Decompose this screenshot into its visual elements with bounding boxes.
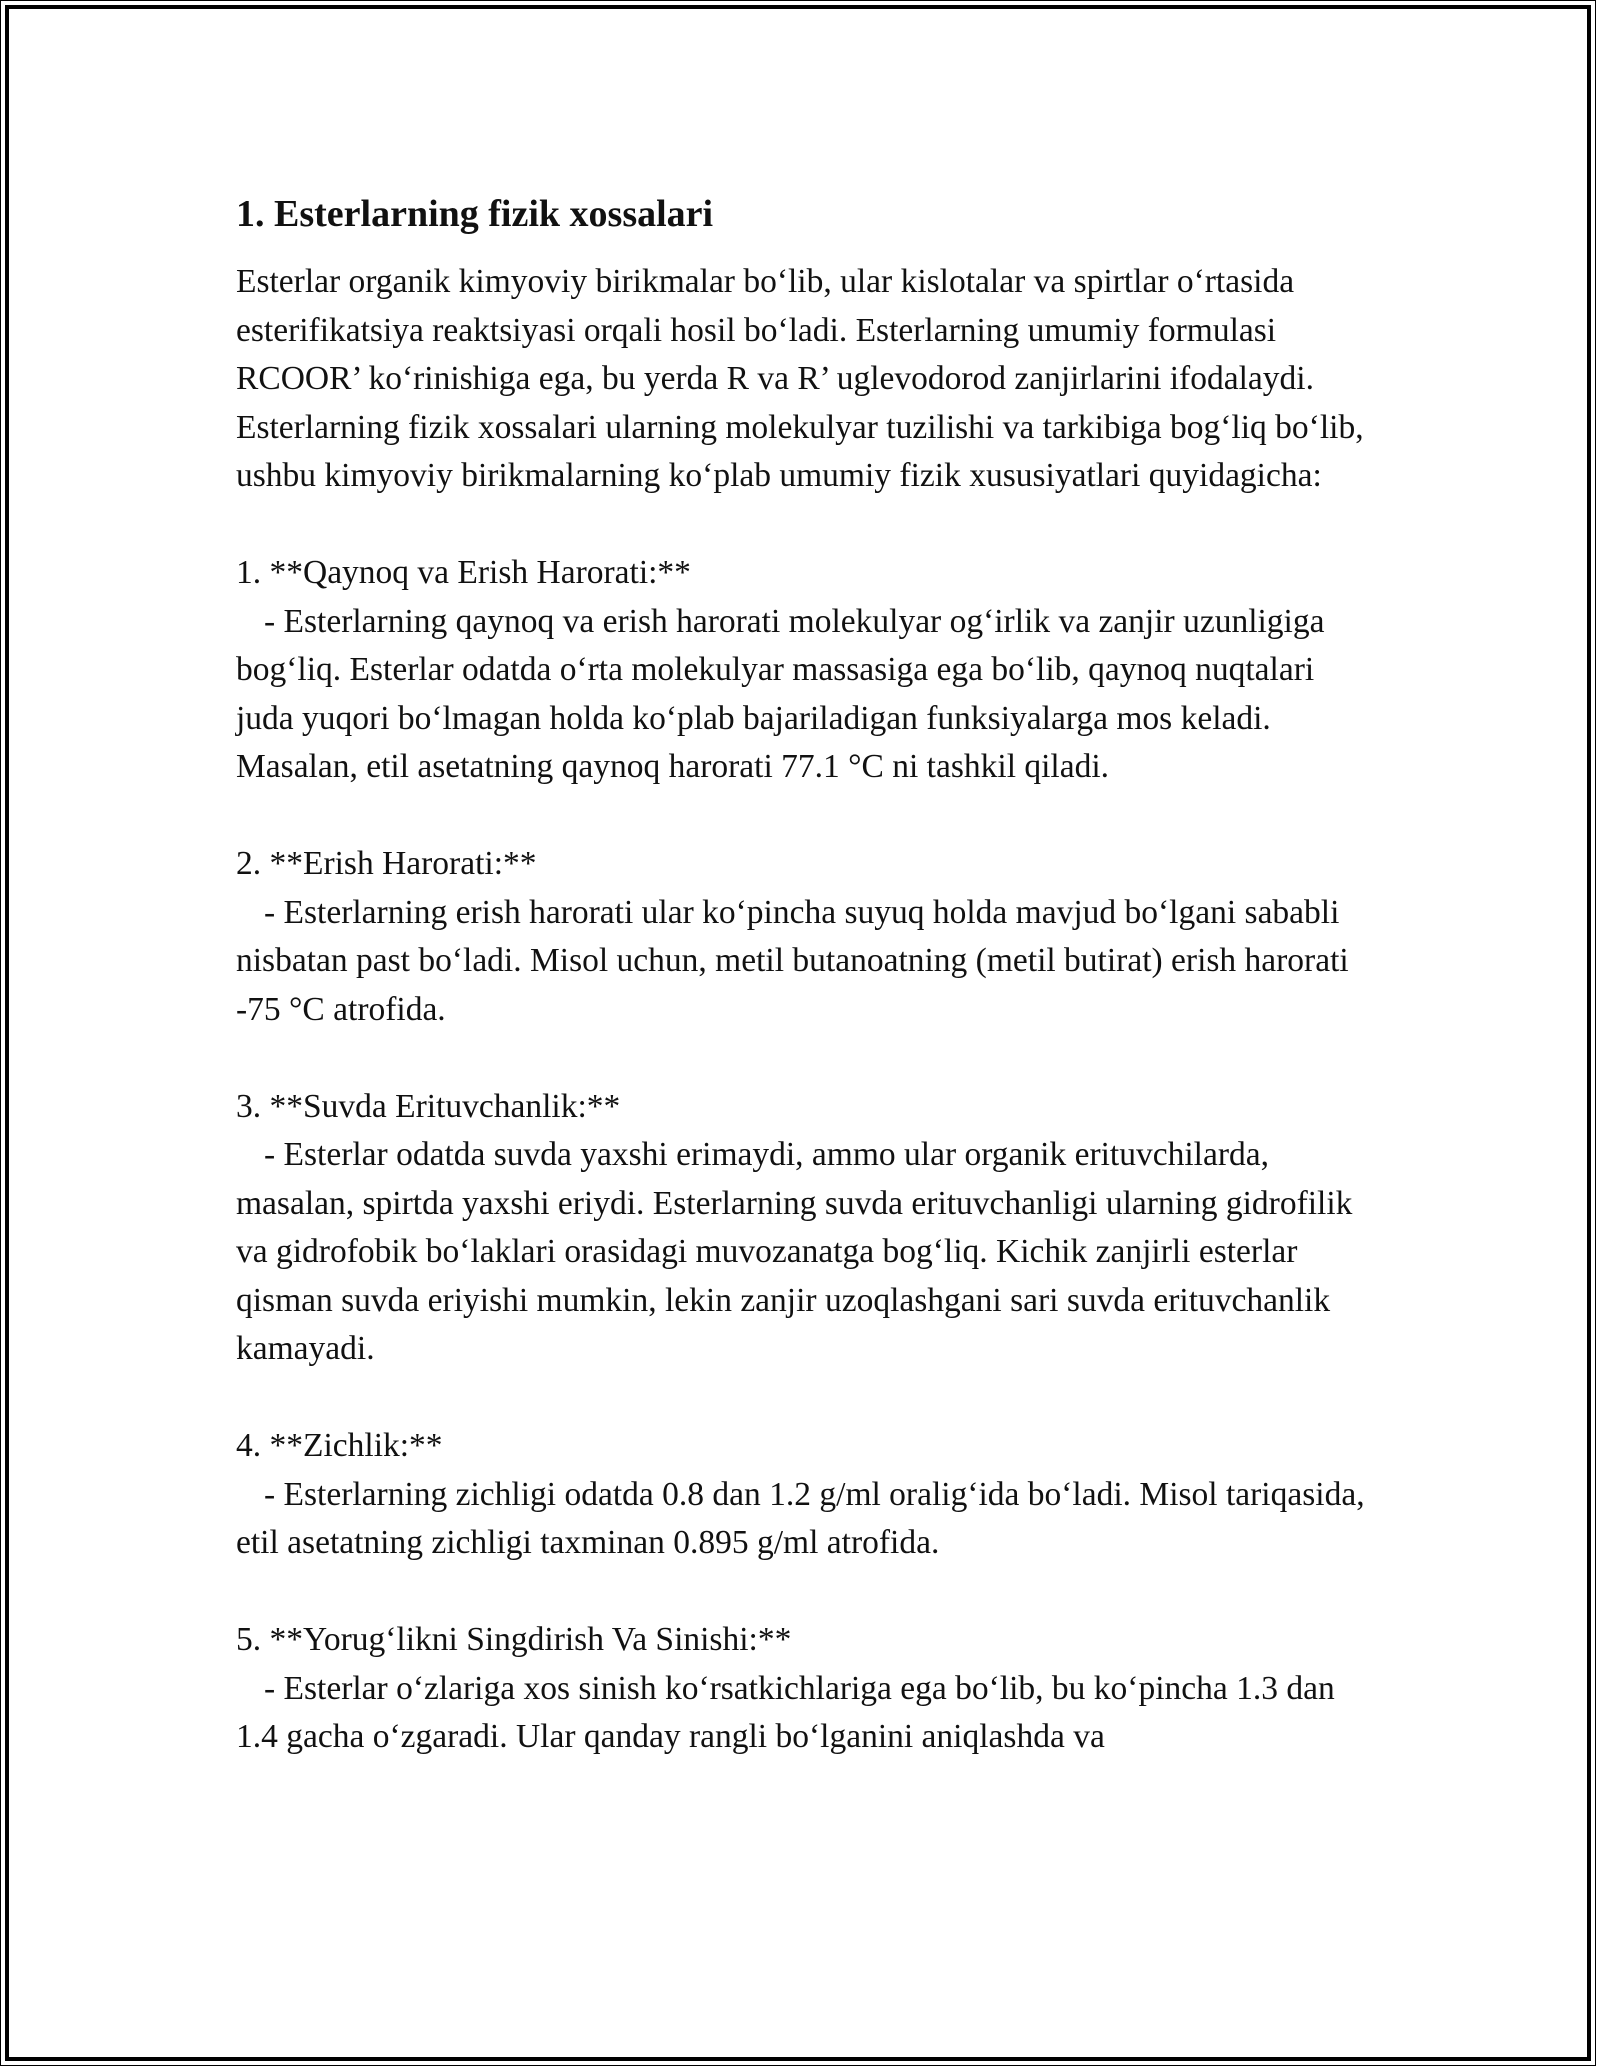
list-item bbox=[236, 1422, 1376, 1568]
list-item bbox=[236, 549, 1376, 792]
list-item-body-text: - Esterlarning zichligi odatda 0.8 dan 1.2 g/ml oralig‘ida bo‘ladi. Misol tariqasida, etil asetatning zichligi taxminan 0.895 g/ml atrofida. bbox=[236, 1475, 1365, 1561]
list-item-body-text: - Esterlarning qaynoq va erish harorati molekulyar og‘irlik va zanjir uzunligiga bog‘liq. Esterlar odatda o‘rta molekulyar massasiga ega bo‘lib, qaynoq nuqtalari juda yuqori bo‘lmagan holda ko‘plab bajariladigan funksiyalarga mos keladi. Masalan, etil asetatning qaynoq harorati 77.1 °C ni tashkil qiladi. bbox=[236, 602, 1325, 785]
list-item bbox=[236, 1616, 1376, 1762]
intro-paragraph: Esterlar organik kimyoviy birikmalar bo‘lib, ular kislotalar va spirtlar o‘rtasida esterifikatsiya reaktsiyasi orqali hosil bo‘ladi. Esterlarning umumiy formulasi RCOOR’ ko‘rinishiga ega, bu yerda R va R’ uglevodorod zanjirlarini ifodalaydi. Esterlarning fizik xossalari ularning molekulyar tuzilishi va tarkibiga bog‘liq bo‘lib, ushbu kimyoviy birikmalarning ko‘plab umumiy fizik xususiyatlari quyidagicha: bbox=[236, 263, 1372, 494]
list-item-heading: 1. **Qaynoq va Erish Harorati:** bbox=[236, 554, 691, 591]
list-item-body-text: - Esterlarning erish harorati ular ko‘pincha suyuq holda mavjud bo‘lgani sababli nisbatan past bo‘ladi. Misol uchun, metil butanoatning (metil butirat) erish harorati -75 °C atrofida. bbox=[236, 893, 1349, 1028]
list-item bbox=[236, 840, 1376, 1034]
list-item-body bbox=[236, 1131, 1376, 1374]
paragraph-gap bbox=[236, 1568, 1376, 1617]
list-item-body bbox=[236, 1471, 1376, 1568]
paragraph-gap bbox=[236, 501, 1376, 550]
list-item-heading: 3. **Suvda Erituvchanlik:** bbox=[236, 1087, 621, 1125]
list-item-heading: 5. **Yorug‘likni Singdirish Va Sinishi:** bbox=[236, 1621, 792, 1658]
document-content bbox=[236, 186, 1376, 1762]
paragraph-gap bbox=[236, 792, 1376, 841]
list-item-body-text: - Esterlar odatda suvda yaxshi erimaydi, ammo ular organik erituvchilarda, masalan, spirtda yaxshi eriydi. Esterlarning suvda erituvchanligi ularning gidrofilik va gidrofobik bo‘laklari orasidagi muvozanatga bog‘liq. Kichik zanjirli esterlar qisman suvda eriyishi mumkin, lekin zanjir uzoqlashgani sari suvda erituvchanlik kamayadi. bbox=[236, 1136, 1353, 1367]
list-item-body bbox=[236, 889, 1376, 1035]
document-title: 1. Esterlarning fizik xossalari bbox=[236, 193, 714, 235]
list-item-body bbox=[236, 598, 1376, 792]
list-item bbox=[236, 1083, 1376, 1374]
paragraph-gap bbox=[236, 1034, 1376, 1083]
paragraph-gap bbox=[236, 1374, 1376, 1423]
list-item-heading: 2. **Erish Harorati:** bbox=[236, 845, 537, 882]
list-item-heading: 4. **Zichlik:** bbox=[236, 1427, 443, 1464]
list-item-body-text: - Esterlar o‘zlariga xos sinish ko‘rsatkichlariga ega bo‘lib, bu ko‘pincha 1.3 dan 1.4 gacha o‘zgaradi. Ular qanday rangli bo‘lganini aniqlashda va bbox=[236, 1669, 1335, 1755]
list-item-body bbox=[236, 1665, 1376, 1762]
